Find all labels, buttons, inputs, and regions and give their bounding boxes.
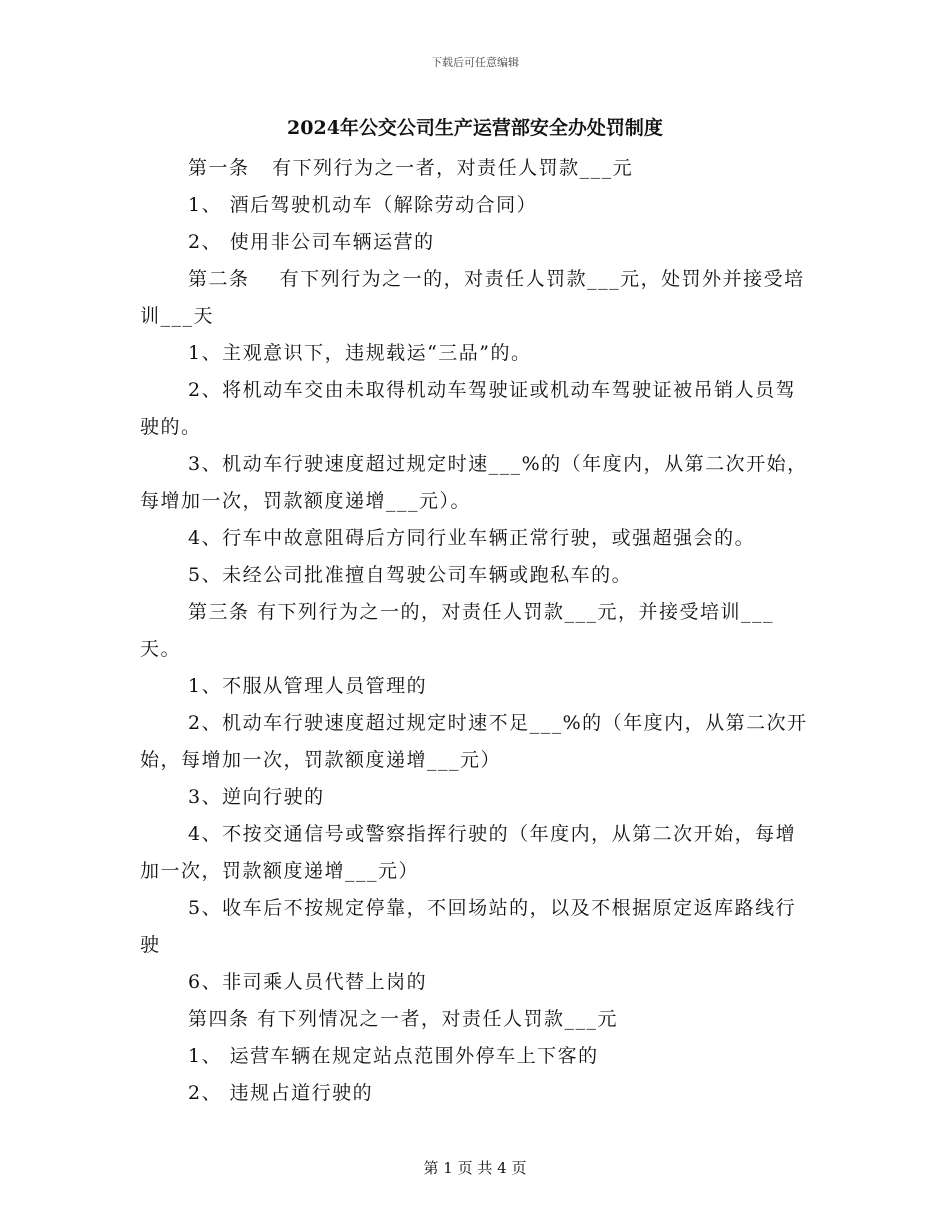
document-body: [140, 150, 812, 1112]
article-1-heading: 第一条 有下列行为之一者，对责任人罚款___元: [188, 157, 634, 179]
article-2-item-3: 3、机动车行驶速度超过规定时速___%的（年度内，从第二次开始，每增加一次，罚款额度递增___元）。: [140, 453, 808, 512]
article-2-item-1: 1、主观意识下，违规载运“三品”的。: [188, 342, 532, 364]
header-note: 下载后可任意编辑: [431, 56, 519, 69]
article-4-heading: 第四条 有下列情况之一者，对责任人罚款___元: [188, 1008, 619, 1030]
article-3-item-3: 3、逆向行驶的: [188, 786, 325, 808]
article-4-item-1: 1、 运营车辆在规定站点范围外停车上下客的: [188, 1045, 599, 1067]
article-3-item-4: 4、不按交通信号或警察指挥行驶的（年度内，从第二次开始，每增加一次，罚款额度递增___元）: [140, 823, 797, 882]
article-1-item-1: 1、 酒后驾驶机动车（解除劳动合同）: [188, 194, 538, 216]
article-4-item-2: 2、 违规占道行驶的: [188, 1082, 374, 1104]
article-2-item-5: 5、未经公司批准擅自驾驶公司车辆或跑私车的。: [188, 564, 633, 586]
article-3-item-2: 2、机动车行驶速度超过规定时速不足___%的（年度内，从第二次开始，每增加一次，罚款额度递增___元）: [140, 712, 808, 771]
article-3-heading: 第三条 有下列行为之一的，对责任人罚款___元，并接受培训___天。: [140, 601, 775, 660]
article-3-item-1: 1、不服从管理人员管理的: [188, 675, 428, 697]
article-3-item-5: 5、收车后不按规定停靠，不回场站的，以及不根据原定返库路线行驶: [140, 897, 797, 956]
article-2-item-2: 2、将机动车交由未取得机动车驾驶证或机动车驾驶证被吊销人员驾驶的。: [140, 379, 797, 438]
article-1-item-2: 2、 使用非公司车辆运营的: [188, 231, 435, 253]
article-3-item-6: 6、非司乘人员代替上岗的: [188, 971, 428, 993]
page-number-footer: 第 1 页 共 4 页: [423, 1159, 527, 1177]
article-2-heading: 第二条 有下列行为之一的，对责任人罚款___元，处罚外并接受培训___天: [140, 268, 805, 327]
document-title: 2024年公交公司生产运营部安全办处罚制度: [287, 117, 663, 139]
article-2-item-4: 4、行车中故意阻碍后方同行业车辆正常行驶，或强超强会的。: [188, 527, 756, 549]
